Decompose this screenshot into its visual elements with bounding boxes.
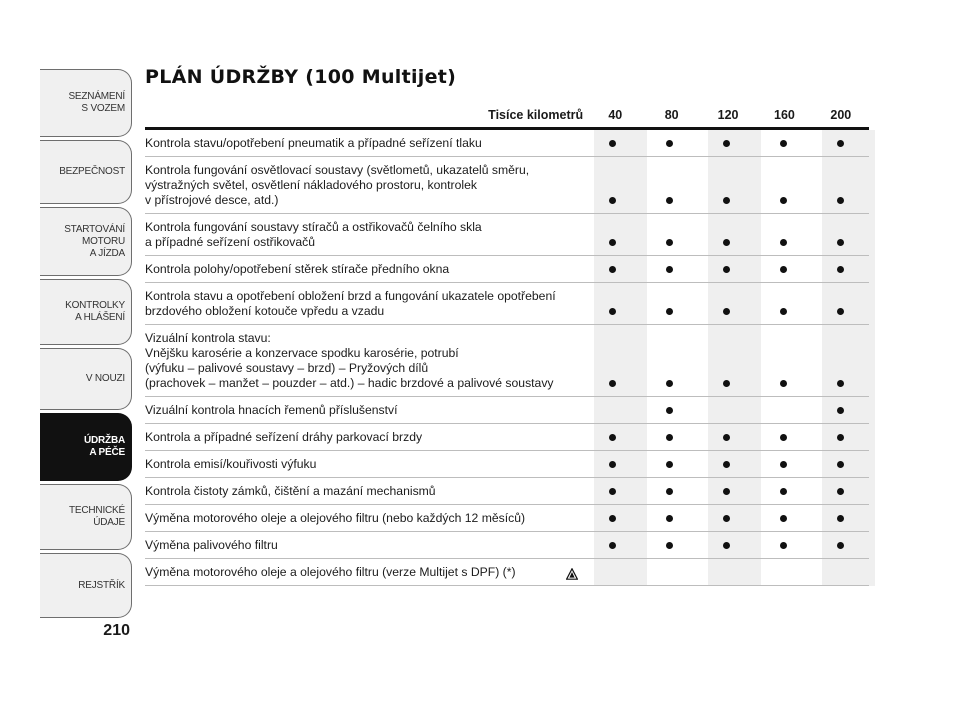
row-description-text: Výměna motorového oleje a olejového filtru (nebo každých 12 měsíců) — [145, 511, 526, 525]
service-dot-icon — [780, 197, 788, 205]
mark-cell — [584, 214, 641, 255]
service-dot-icon — [780, 488, 788, 496]
service-dot-icon — [780, 266, 788, 274]
row-description — [145, 424, 584, 450]
row-description — [145, 505, 584, 531]
tab-label-line: REJSTŘÍK — [78, 579, 125, 591]
service-dot-icon — [609, 461, 617, 469]
mark-cell — [698, 478, 755, 504]
row-description-text: Kontrola stavu/opotřebení pneumatik a případné seřízení tlaku — [145, 136, 482, 150]
row-description — [145, 325, 584, 396]
service-dot-icon — [723, 461, 731, 469]
service-dot-icon — [723, 308, 731, 316]
service-dot-icon — [723, 266, 731, 274]
tab-startovani[interactable] — [40, 207, 132, 276]
tab-technicke[interactable] — [40, 484, 132, 550]
row-description — [145, 559, 584, 585]
mark-cell — [584, 478, 641, 504]
mark-cell — [812, 157, 869, 213]
mark-cell — [812, 424, 869, 450]
mark-cell — [755, 256, 812, 282]
service-dot-icon — [837, 197, 845, 205]
table-row — [145, 325, 869, 397]
tab-label-line: BEZPEČNOST — [59, 166, 125, 177]
mark-cell — [698, 424, 755, 450]
row-description — [145, 214, 584, 255]
mark-cell — [755, 397, 812, 423]
service-dot-icon — [609, 140, 617, 148]
row-marks — [584, 451, 869, 477]
row-description-text: Kontrola emisí/kouřivosti výfuku — [145, 457, 317, 471]
row-description-text: Výměna palivového filtru — [145, 538, 278, 552]
mark-cell — [755, 532, 812, 558]
row-marks — [584, 532, 869, 558]
service-dot-icon — [609, 515, 617, 523]
mark-cell — [641, 505, 698, 531]
mark-cell — [641, 532, 698, 558]
service-dot-icon — [666, 239, 674, 247]
maintenance-table — [145, 103, 869, 586]
service-dot-icon — [780, 380, 788, 388]
service-dot-icon — [666, 434, 674, 442]
table-row — [145, 130, 869, 157]
tab-seznameni[interactable] — [40, 69, 132, 137]
mark-cell — [641, 214, 698, 255]
mark-cell — [641, 283, 698, 324]
km-column-header: 160 — [774, 108, 795, 122]
service-dot-icon — [609, 488, 617, 496]
service-dot-icon — [780, 434, 788, 442]
table-header — [145, 103, 869, 130]
service-dot-icon — [666, 140, 674, 148]
row-marks — [584, 424, 869, 450]
mark-cell — [812, 505, 869, 531]
mark-cell — [584, 157, 641, 213]
service-dot-icon — [666, 515, 674, 523]
row-marks — [584, 505, 869, 531]
mark-cell — [584, 451, 641, 477]
mark-cell — [755, 505, 812, 531]
service-dot-icon — [609, 434, 617, 442]
mark-cell — [641, 256, 698, 282]
mark-cell — [812, 397, 869, 423]
service-dot-icon — [723, 488, 731, 496]
tab-label-line: ÚDAJE — [93, 517, 125, 528]
tab-label-line: TECHNICKÉ — [69, 505, 125, 516]
tab-label-line: V NOUZI — [85, 373, 125, 384]
mark-cell — [755, 424, 812, 450]
mark-cell — [698, 397, 755, 423]
tab-label-line: STARTOVÁNÍ — [64, 223, 125, 235]
table-row — [145, 157, 869, 214]
service-dot-icon — [723, 380, 731, 388]
km-column-header: 120 — [717, 108, 739, 122]
table-row — [145, 532, 869, 559]
tab-label-line: MOTORU — [81, 235, 125, 247]
mark-cell — [584, 283, 641, 324]
row-description-text: Kontrola stavu a opotřebení obložení brzd a fungování ukazatele opotřebení brzdového obložení kotouče vpředu a vzadu — [145, 289, 556, 318]
row-description-text: Výměna motorového oleje a olejového filtru (verze Multijet s DPF) (*) — [145, 565, 516, 579]
service-dot-icon — [837, 407, 845, 415]
mark-cell — [755, 325, 812, 396]
service-dot-icon — [666, 542, 674, 550]
service-dot-icon — [666, 488, 674, 496]
row-marks — [584, 157, 869, 213]
service-dot-icon — [837, 239, 845, 247]
mark-cell — [812, 256, 869, 282]
service-dot-icon — [780, 308, 788, 316]
mark-cell — [698, 559, 755, 585]
mark-cell — [641, 397, 698, 423]
tab-label-line: ÚDRŽBA — [83, 435, 125, 446]
table-row — [145, 397, 869, 424]
table-row — [145, 451, 869, 478]
service-dot-icon — [837, 140, 845, 148]
row-description — [145, 532, 584, 558]
row-marks — [584, 397, 869, 423]
mark-cell — [641, 451, 698, 477]
mark-cell — [584, 130, 641, 156]
mark-cell — [812, 451, 869, 477]
service-dot-icon — [609, 266, 617, 274]
tab-label-line: A HLÁŠENÍ — [75, 312, 125, 323]
mark-cell — [641, 559, 698, 585]
mark-cell — [584, 397, 641, 423]
mark-cell — [812, 478, 869, 504]
service-dot-icon — [837, 380, 845, 388]
mark-cell — [584, 505, 641, 531]
row-description-text: Kontrola čistoty zámků, čištění a mazání mechanismů — [145, 484, 436, 498]
row-marks — [584, 478, 869, 504]
page-number: 210 — [103, 622, 130, 639]
tab-label-line: SEZNÁMENÍ — [68, 91, 125, 102]
tab-bezpecnost[interactable] — [40, 140, 132, 204]
service-dot-icon — [609, 239, 617, 247]
km-column-header: 200 — [830, 108, 852, 122]
service-dot-icon — [723, 140, 731, 148]
service-dot-icon — [666, 461, 674, 469]
tab-udrzba[interactable] — [40, 413, 132, 481]
service-dot-icon — [609, 308, 617, 316]
mark-cell — [584, 532, 641, 558]
mark-cell — [812, 325, 869, 396]
row-marks — [584, 256, 869, 282]
row-description — [145, 478, 584, 504]
mark-cell — [755, 157, 812, 213]
service-dot-icon — [837, 266, 845, 274]
tab-rejstrik[interactable] — [40, 553, 132, 618]
row-description — [145, 397, 584, 423]
mark-cell — [755, 130, 812, 156]
mark-cell — [755, 451, 812, 477]
mark-cell — [641, 478, 698, 504]
table-row — [145, 505, 869, 532]
mark-cell — [698, 256, 755, 282]
service-dot-icon — [723, 434, 731, 442]
service-dot-icon — [780, 461, 788, 469]
service-dot-icon — [723, 239, 731, 247]
mark-cell — [584, 256, 641, 282]
tab-label-line: A JÍZDA — [89, 247, 125, 259]
table-row — [145, 214, 869, 256]
mark-cell — [812, 283, 869, 324]
service-dot-icon — [780, 515, 788, 523]
mark-cell — [584, 325, 641, 396]
service-dot-icon — [837, 308, 845, 316]
row-description — [145, 451, 584, 477]
mark-cell — [698, 214, 755, 255]
row-description-text: Vizuální kontrola stavu: Vnějšku karosérie a konzervace spodku karosérie, potrubí (výfuku – palivové soustavy – brzd) – Pryžových dílů (prachovek – manžet – pouzder – atd.) – hadic brzdové a palivové soustavy — [145, 331, 554, 390]
warning-triangle-icon — [566, 568, 578, 580]
mark-cell — [641, 424, 698, 450]
row-description-text: Kontrola a případné seřízení dráhy parkovací brzdy — [145, 430, 423, 444]
service-dot-icon — [780, 542, 788, 550]
table-row — [145, 256, 869, 283]
mark-cell — [584, 559, 641, 585]
service-dot-icon — [837, 515, 845, 523]
service-dot-icon — [666, 407, 674, 415]
service-dot-icon — [609, 542, 617, 550]
mark-cell — [641, 157, 698, 213]
tab-label-line: S VOZEM — [81, 103, 125, 114]
row-description — [145, 256, 584, 282]
service-dot-icon — [723, 515, 731, 523]
row-description-text: Kontrola polohy/opotřebení stěrek stírače předního okna — [145, 262, 450, 276]
service-dot-icon — [837, 488, 845, 496]
service-dot-icon — [837, 461, 845, 469]
table-row — [145, 283, 869, 325]
mark-cell — [698, 451, 755, 477]
mark-cell — [641, 325, 698, 396]
mark-cell — [812, 559, 869, 585]
row-marks — [584, 325, 869, 396]
mark-cell — [755, 478, 812, 504]
mark-cell — [698, 325, 755, 396]
tab-label-line: A PÉČE — [89, 447, 125, 458]
km-header-label: Tisíce kilometrů — [488, 108, 584, 122]
tab-label-line: KONTROLKY — [65, 300, 125, 311]
row-marks — [584, 214, 869, 255]
service-dot-icon — [666, 197, 674, 205]
row-marks — [584, 559, 869, 585]
mark-cell — [698, 283, 755, 324]
service-dot-icon — [609, 197, 617, 205]
service-dot-icon — [666, 380, 674, 388]
tab-kontrolky[interactable] — [40, 279, 132, 345]
mark-cell — [698, 532, 755, 558]
km-column-header: 80 — [664, 108, 679, 122]
table-row — [145, 424, 869, 451]
km-column-header: 40 — [608, 108, 623, 122]
mark-cell — [755, 214, 812, 255]
row-description — [145, 157, 584, 213]
table-body — [145, 130, 869, 586]
row-description-text: Kontrola fungování osvětlovací soustavy (světlometů, ukazatelů směru, výstražných světel, osvětlení nákladového prostoru, kontrolek v přístrojové desce, atd.) — [145, 163, 530, 207]
service-dot-icon — [780, 140, 788, 148]
service-dot-icon — [609, 380, 617, 388]
table-row — [145, 559, 869, 586]
service-dot-icon — [723, 542, 731, 550]
row-description-text: Vizuální kontrola hnacích řemenů příslušenství — [145, 403, 398, 417]
chapter-sidebar — [40, 69, 132, 621]
mark-cell — [698, 157, 755, 213]
service-dot-icon — [666, 266, 674, 274]
service-dot-icon — [837, 434, 845, 442]
tab-v nouzi[interactable] — [40, 348, 132, 410]
row-description — [145, 130, 584, 156]
mark-cell — [755, 559, 812, 585]
mark-cell — [812, 532, 869, 558]
service-dot-icon — [666, 308, 674, 316]
mark-cell — [812, 130, 869, 156]
mark-cell — [698, 505, 755, 531]
table-row — [145, 478, 869, 505]
row-marks — [584, 283, 869, 324]
mark-cell — [698, 130, 755, 156]
service-dot-icon — [723, 197, 731, 205]
page-title: PLÁN ÚDRŽBY (100 Multijet) — [145, 66, 457, 88]
service-dot-icon — [837, 542, 845, 550]
row-marks — [584, 130, 869, 156]
mark-cell — [641, 130, 698, 156]
service-dot-icon — [780, 239, 788, 247]
row-description — [145, 283, 584, 324]
row-description-text: Kontrola fungování soustavy stíračů a ostřikovačů čelního skla a případné seřízení ostřikovačů — [145, 220, 482, 249]
mark-cell — [755, 283, 812, 324]
mark-cell — [812, 214, 869, 255]
mark-cell — [584, 424, 641, 450]
